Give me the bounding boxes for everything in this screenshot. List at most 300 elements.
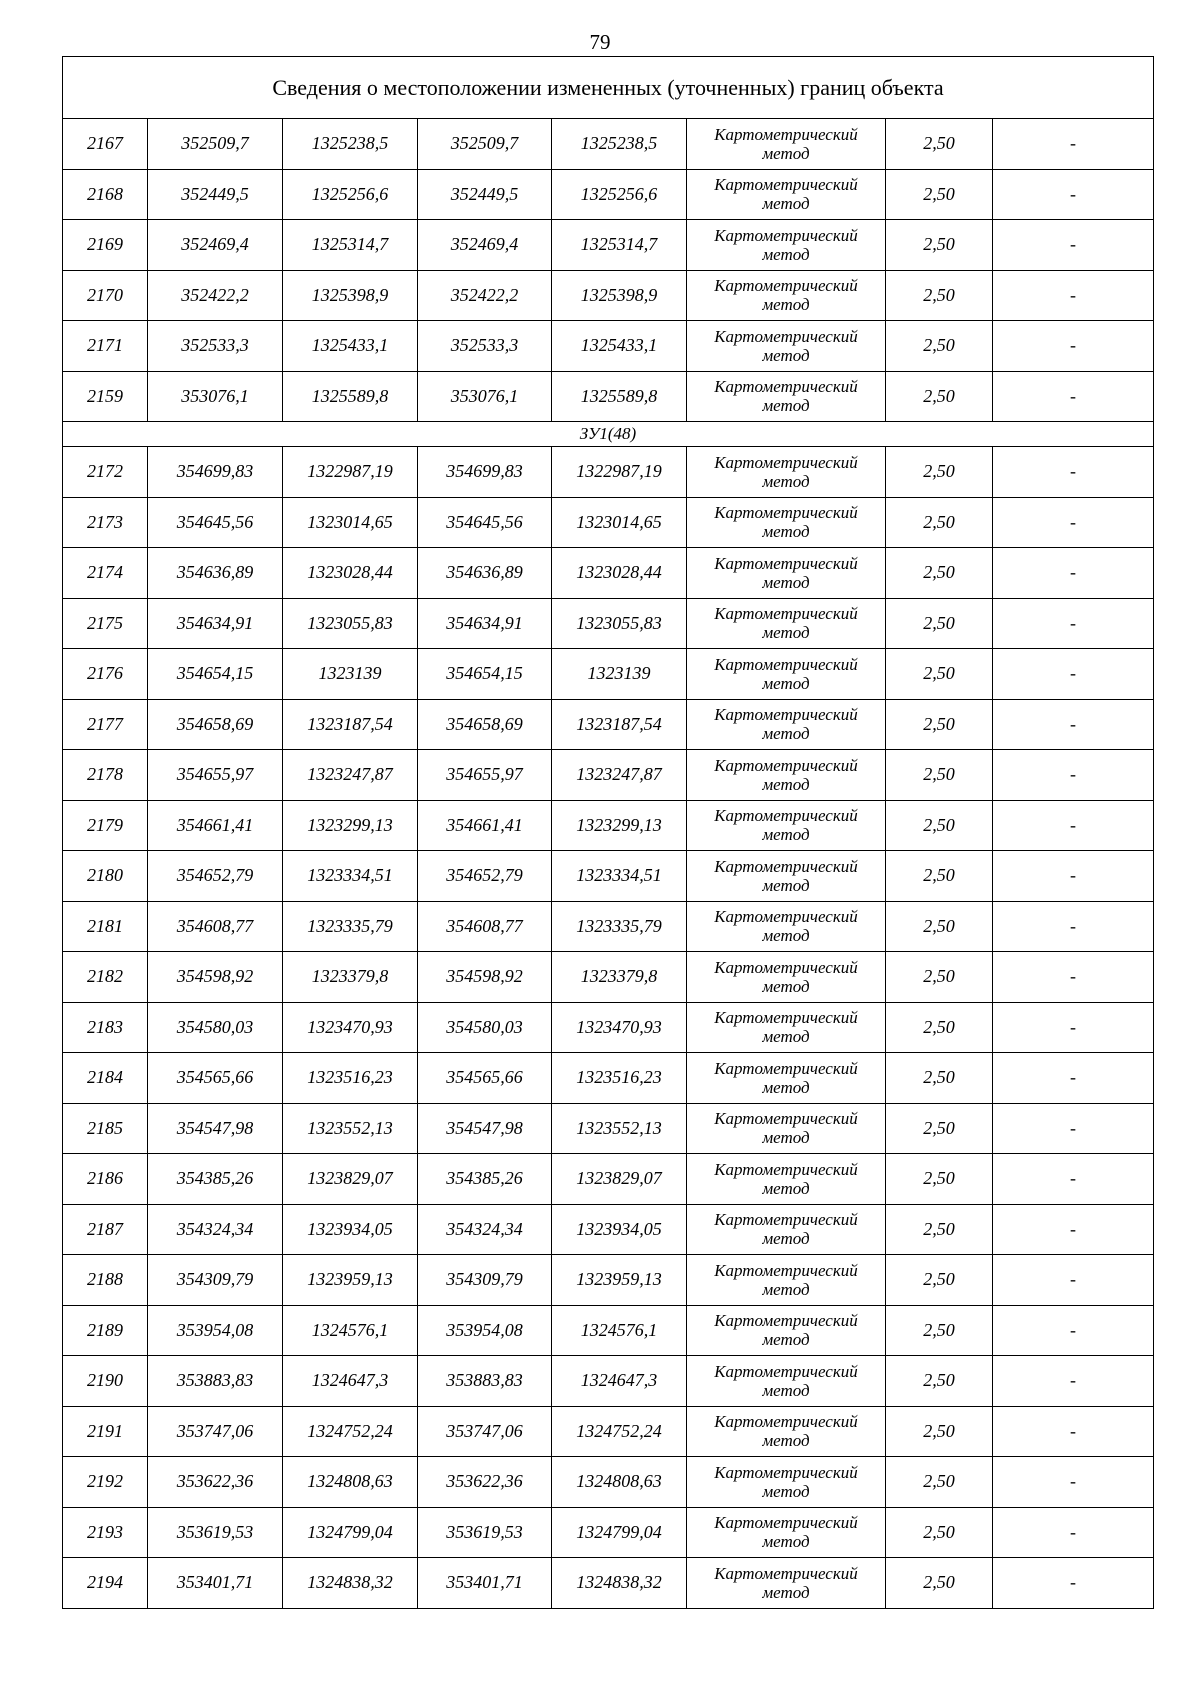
new-x-cell: 352533,3 xyxy=(418,321,552,372)
table-row xyxy=(63,270,1154,321)
new-y-cell: 1324799,04 xyxy=(552,1507,687,1558)
existing-x-cell: 354661,41 xyxy=(148,800,283,851)
new-x-cell: 352449,5 xyxy=(418,169,552,220)
method-line-2: метод xyxy=(762,1431,810,1451)
new-x-cell: 354636,89 xyxy=(418,548,552,599)
method-cell xyxy=(687,1103,886,1154)
method-cell xyxy=(687,800,886,851)
method-line-1: Картометрический xyxy=(714,1260,858,1280)
method-line-1: Картометрический xyxy=(714,553,858,573)
description-cell: - xyxy=(993,750,1154,801)
description-cell: - xyxy=(993,447,1154,498)
method-cell xyxy=(687,321,886,372)
method-line-2: метод xyxy=(762,1582,810,1602)
new-y-cell: 1323959,13 xyxy=(552,1255,687,1306)
new-y-cell: 1323470,93 xyxy=(552,1002,687,1053)
accuracy-cell: 2,50 xyxy=(886,447,993,498)
method-cell xyxy=(687,1053,886,1104)
method-line-2: метод xyxy=(762,1380,810,1400)
existing-x-cell: 354699,83 xyxy=(148,447,283,498)
existing-y-cell: 1323470,93 xyxy=(283,1002,418,1053)
existing-x-cell: 353747,06 xyxy=(148,1406,283,1457)
method-cell xyxy=(687,598,886,649)
section-label: ЗУ1(48) xyxy=(63,422,1154,447)
method-line-1: Картометрический xyxy=(714,755,858,775)
accuracy-cell: 2,50 xyxy=(886,497,993,548)
existing-y-cell: 1324647,3 xyxy=(283,1356,418,1407)
accuracy-cell: 2,50 xyxy=(886,1204,993,1255)
existing-x-cell: 354636,89 xyxy=(148,548,283,599)
existing-x-cell: 352533,3 xyxy=(148,321,283,372)
method-line-1: Картометрический xyxy=(714,907,858,927)
method-line-2: метод xyxy=(762,1128,810,1148)
method-line-2: метод xyxy=(762,1279,810,1299)
method-cell xyxy=(687,1507,886,1558)
new-x-cell: 354634,91 xyxy=(418,598,552,649)
description-cell: - xyxy=(993,548,1154,599)
new-y-cell: 1324808,63 xyxy=(552,1457,687,1508)
new-y-cell: 1325589,8 xyxy=(552,371,687,422)
accuracy-cell: 2,50 xyxy=(886,1406,993,1457)
existing-y-cell: 1323187,54 xyxy=(283,699,418,750)
description-cell: - xyxy=(993,699,1154,750)
accuracy-cell: 2,50 xyxy=(886,649,993,700)
existing-y-cell: 1324752,24 xyxy=(283,1406,418,1457)
description-cell: - xyxy=(993,800,1154,851)
method-line-1: Картометрический xyxy=(714,957,858,977)
new-x-cell: 354658,69 xyxy=(418,699,552,750)
method-line-1: Картометрический xyxy=(714,705,858,725)
point-number-cell: 2187 xyxy=(63,1204,148,1255)
existing-x-cell: 353622,36 xyxy=(148,1457,283,1508)
new-x-cell: 353747,06 xyxy=(418,1406,552,1457)
table-row xyxy=(63,952,1154,1003)
accuracy-cell: 2,50 xyxy=(886,1558,993,1609)
method-line-1: Картометрический xyxy=(714,806,858,826)
new-y-cell: 1325314,7 xyxy=(552,220,687,271)
accuracy-cell: 2,50 xyxy=(886,1356,993,1407)
description-cell: - xyxy=(993,371,1154,422)
point-number-cell: 2176 xyxy=(63,649,148,700)
description-cell: - xyxy=(993,598,1154,649)
method-line-2: метод xyxy=(762,572,810,592)
new-y-cell: 1323379,8 xyxy=(552,952,687,1003)
description-cell: - xyxy=(993,649,1154,700)
new-y-cell: 1325398,9 xyxy=(552,270,687,321)
section-row xyxy=(63,422,1154,447)
point-number-cell: 2191 xyxy=(63,1406,148,1457)
table-row xyxy=(63,1002,1154,1053)
existing-y-cell: 1323028,44 xyxy=(283,548,418,599)
point-number-cell: 2183 xyxy=(63,1002,148,1053)
existing-x-cell: 352469,4 xyxy=(148,220,283,271)
existing-y-cell: 1323379,8 xyxy=(283,952,418,1003)
existing-y-cell: 1323299,13 xyxy=(283,800,418,851)
method-line-2: метод xyxy=(762,345,810,365)
description-cell: - xyxy=(993,119,1154,170)
table-row xyxy=(63,699,1154,750)
point-number-cell: 2178 xyxy=(63,750,148,801)
method-line-1: Картометрический xyxy=(714,1513,858,1533)
method-line-1: Картометрический xyxy=(714,503,858,523)
method-line-1: Картометрический xyxy=(714,225,858,245)
method-line-1: Картометрический xyxy=(714,604,858,624)
point-number-cell: 2180 xyxy=(63,851,148,902)
method-cell xyxy=(687,447,886,498)
existing-y-cell: 1323552,13 xyxy=(283,1103,418,1154)
existing-x-cell: 353401,71 xyxy=(148,1558,283,1609)
accuracy-cell: 2,50 xyxy=(886,371,993,422)
method-cell xyxy=(687,169,886,220)
point-number-cell: 2179 xyxy=(63,800,148,851)
method-line-2: метод xyxy=(762,194,810,214)
existing-x-cell: 354547,98 xyxy=(148,1103,283,1154)
table-row xyxy=(63,1103,1154,1154)
description-cell: - xyxy=(993,901,1154,952)
accuracy-cell: 2,50 xyxy=(886,1103,993,1154)
table-row xyxy=(63,1255,1154,1306)
table-row xyxy=(63,901,1154,952)
description-cell: - xyxy=(993,1154,1154,1205)
point-number-cell: 2193 xyxy=(63,1507,148,1558)
point-number-cell: 2181 xyxy=(63,901,148,952)
table-row xyxy=(63,169,1154,220)
new-x-cell: 354547,98 xyxy=(418,1103,552,1154)
existing-x-cell: 354580,03 xyxy=(148,1002,283,1053)
point-number-cell: 2168 xyxy=(63,169,148,220)
existing-y-cell: 1325314,7 xyxy=(283,220,418,271)
table-row xyxy=(63,1053,1154,1104)
new-y-cell: 1323934,05 xyxy=(552,1204,687,1255)
table-row xyxy=(63,1558,1154,1609)
existing-y-cell: 1324808,63 xyxy=(283,1457,418,1508)
method-line-2: метод xyxy=(762,1027,810,1047)
new-y-cell: 1323334,51 xyxy=(552,851,687,902)
description-cell: - xyxy=(993,1255,1154,1306)
new-y-cell: 1325238,5 xyxy=(552,119,687,170)
table-row xyxy=(63,1305,1154,1356)
new-y-cell: 1323028,44 xyxy=(552,548,687,599)
accuracy-cell: 2,50 xyxy=(886,952,993,1003)
point-number-cell: 2186 xyxy=(63,1154,148,1205)
new-x-cell: 354661,41 xyxy=(418,800,552,851)
existing-y-cell: 1324799,04 xyxy=(283,1507,418,1558)
table-row xyxy=(63,497,1154,548)
new-y-cell: 1324838,32 xyxy=(552,1558,687,1609)
table-row xyxy=(63,447,1154,498)
existing-y-cell: 1324838,32 xyxy=(283,1558,418,1609)
new-x-cell: 353076,1 xyxy=(418,371,552,422)
accuracy-cell: 2,50 xyxy=(886,220,993,271)
method-cell xyxy=(687,952,886,1003)
accuracy-cell: 2,50 xyxy=(886,1255,993,1306)
new-y-cell: 1324752,24 xyxy=(552,1406,687,1457)
existing-x-cell: 353883,83 xyxy=(148,1356,283,1407)
accuracy-cell: 2,50 xyxy=(886,750,993,801)
method-line-1: Картометрический xyxy=(714,326,858,346)
point-number-cell: 2167 xyxy=(63,119,148,170)
description-cell: - xyxy=(993,220,1154,271)
table-row xyxy=(63,1457,1154,1508)
accuracy-cell: 2,50 xyxy=(886,169,993,220)
new-x-cell: 352509,7 xyxy=(418,119,552,170)
method-line-1: Картометрический xyxy=(714,1311,858,1331)
boundary-coordinates-table xyxy=(62,56,1154,1609)
method-line-2: метод xyxy=(762,1330,810,1350)
existing-y-cell: 1324576,1 xyxy=(283,1305,418,1356)
existing-x-cell: 354608,77 xyxy=(148,901,283,952)
method-line-1: Картометрический xyxy=(714,1462,858,1482)
table-row xyxy=(63,1356,1154,1407)
new-y-cell: 1323335,79 xyxy=(552,901,687,952)
method-cell xyxy=(687,548,886,599)
new-x-cell: 353622,36 xyxy=(418,1457,552,1508)
existing-x-cell: 354324,34 xyxy=(148,1204,283,1255)
method-cell xyxy=(687,750,886,801)
table-row xyxy=(63,548,1154,599)
method-cell xyxy=(687,1305,886,1356)
new-x-cell: 353401,71 xyxy=(418,1558,552,1609)
existing-y-cell: 1323247,87 xyxy=(283,750,418,801)
description-cell: - xyxy=(993,1558,1154,1609)
method-cell xyxy=(687,1204,886,1255)
method-cell xyxy=(687,1154,886,1205)
method-line-2: метод xyxy=(762,673,810,693)
method-line-2: метод xyxy=(762,1077,810,1097)
description-cell: - xyxy=(993,1204,1154,1255)
description-cell: - xyxy=(993,321,1154,372)
accuracy-cell: 2,50 xyxy=(886,1154,993,1205)
table-row xyxy=(63,371,1154,422)
existing-x-cell: 354655,97 xyxy=(148,750,283,801)
method-line-2: метод xyxy=(762,143,810,163)
method-line-1: Картометрический xyxy=(714,377,858,397)
existing-x-cell: 352509,7 xyxy=(148,119,283,170)
method-cell xyxy=(687,1558,886,1609)
table-title: Сведения о местоположении измененных (уточненных) границ объекта xyxy=(63,57,1154,119)
new-y-cell: 1323014,65 xyxy=(552,497,687,548)
point-number-cell: 2188 xyxy=(63,1255,148,1306)
point-number-cell: 2177 xyxy=(63,699,148,750)
method-line-2: метод xyxy=(762,875,810,895)
existing-x-cell: 353619,53 xyxy=(148,1507,283,1558)
method-line-2: метод xyxy=(762,522,810,542)
description-cell: - xyxy=(993,1457,1154,1508)
description-cell: - xyxy=(993,1103,1154,1154)
method-line-2: метод xyxy=(762,1532,810,1552)
existing-y-cell: 1325433,1 xyxy=(283,321,418,372)
new-x-cell: 354598,92 xyxy=(418,952,552,1003)
point-number-cell: 2184 xyxy=(63,1053,148,1104)
new-x-cell: 352469,4 xyxy=(418,220,552,271)
existing-x-cell: 354652,79 xyxy=(148,851,283,902)
new-x-cell: 354608,77 xyxy=(418,901,552,952)
accuracy-cell: 2,50 xyxy=(886,598,993,649)
table-row xyxy=(63,1204,1154,1255)
new-x-cell: 353883,83 xyxy=(418,1356,552,1407)
description-cell: - xyxy=(993,1305,1154,1356)
existing-y-cell: 1323334,51 xyxy=(283,851,418,902)
new-x-cell: 354324,34 xyxy=(418,1204,552,1255)
new-x-cell: 352422,2 xyxy=(418,270,552,321)
table-row xyxy=(63,851,1154,902)
method-line-1: Картометрический xyxy=(714,1361,858,1381)
point-number-cell: 2185 xyxy=(63,1103,148,1154)
method-line-1: Картометрический xyxy=(714,654,858,674)
method-line-2: метод xyxy=(762,1481,810,1501)
description-cell: - xyxy=(993,497,1154,548)
existing-x-cell: 354634,91 xyxy=(148,598,283,649)
method-cell xyxy=(687,270,886,321)
existing-x-cell: 354658,69 xyxy=(148,699,283,750)
description-cell: - xyxy=(993,851,1154,902)
method-line-2: метод xyxy=(762,825,810,845)
method-line-2: метод xyxy=(762,623,810,643)
existing-x-cell: 352449,5 xyxy=(148,169,283,220)
accuracy-cell: 2,50 xyxy=(886,548,993,599)
existing-y-cell: 1323934,05 xyxy=(283,1204,418,1255)
existing-y-cell: 1323014,65 xyxy=(283,497,418,548)
method-cell xyxy=(687,1255,886,1306)
new-y-cell: 1324576,1 xyxy=(552,1305,687,1356)
accuracy-cell: 2,50 xyxy=(886,800,993,851)
point-number-cell: 2194 xyxy=(63,1558,148,1609)
new-x-cell: 354655,97 xyxy=(418,750,552,801)
new-y-cell: 1323187,54 xyxy=(552,699,687,750)
existing-x-cell: 354598,92 xyxy=(148,952,283,1003)
new-x-cell: 354565,66 xyxy=(418,1053,552,1104)
new-x-cell: 353619,53 xyxy=(418,1507,552,1558)
description-cell: - xyxy=(993,169,1154,220)
method-cell xyxy=(687,1356,886,1407)
existing-y-cell: 1323335,79 xyxy=(283,901,418,952)
method-cell xyxy=(687,851,886,902)
existing-x-cell: 354309,79 xyxy=(148,1255,283,1306)
accuracy-cell: 2,50 xyxy=(886,901,993,952)
table-row xyxy=(63,598,1154,649)
existing-y-cell: 1322987,19 xyxy=(283,447,418,498)
description-cell: - xyxy=(993,1356,1154,1407)
method-cell xyxy=(687,1406,886,1457)
new-y-cell: 1325433,1 xyxy=(552,321,687,372)
existing-x-cell: 353954,08 xyxy=(148,1305,283,1356)
method-line-2: метод xyxy=(762,1229,810,1249)
method-line-1: Картометрический xyxy=(714,1210,858,1230)
method-line-1: Картометрический xyxy=(714,1159,858,1179)
method-cell xyxy=(687,649,886,700)
existing-y-cell: 1323516,23 xyxy=(283,1053,418,1104)
new-x-cell: 354699,83 xyxy=(418,447,552,498)
accuracy-cell: 2,50 xyxy=(886,1457,993,1508)
description-cell: - xyxy=(993,1002,1154,1053)
existing-x-cell: 354654,15 xyxy=(148,649,283,700)
new-y-cell: 1323299,13 xyxy=(552,800,687,851)
existing-x-cell: 352422,2 xyxy=(148,270,283,321)
method-cell xyxy=(687,1457,886,1508)
point-number-cell: 2171 xyxy=(63,321,148,372)
point-number-cell: 2190 xyxy=(63,1356,148,1407)
point-number-cell: 2189 xyxy=(63,1305,148,1356)
method-line-1: Картометрический xyxy=(714,175,858,195)
description-cell: - xyxy=(993,952,1154,1003)
existing-y-cell: 1325256,6 xyxy=(283,169,418,220)
table-row xyxy=(63,321,1154,372)
table-body xyxy=(63,57,1154,1609)
accuracy-cell: 2,50 xyxy=(886,699,993,750)
new-y-cell: 1323552,13 xyxy=(552,1103,687,1154)
existing-y-cell: 1325238,5 xyxy=(283,119,418,170)
method-cell xyxy=(687,1002,886,1053)
table-row xyxy=(63,649,1154,700)
method-line-1: Картометрический xyxy=(714,452,858,472)
existing-y-cell: 1323055,83 xyxy=(283,598,418,649)
page-number: 79 xyxy=(589,30,611,54)
accuracy-cell: 2,50 xyxy=(886,270,993,321)
method-line-2: метод xyxy=(762,976,810,996)
existing-x-cell: 354565,66 xyxy=(148,1053,283,1104)
method-line-1: Картометрический xyxy=(714,124,858,144)
point-number-cell: 2175 xyxy=(63,598,148,649)
method-cell xyxy=(687,901,886,952)
method-line-2: метод xyxy=(762,1178,810,1198)
new-y-cell: 1323055,83 xyxy=(552,598,687,649)
accuracy-cell: 2,50 xyxy=(886,119,993,170)
table-row xyxy=(63,750,1154,801)
point-number-cell: 2169 xyxy=(63,220,148,271)
existing-y-cell: 1323139 xyxy=(283,649,418,700)
method-line-1: Картометрический xyxy=(714,1563,858,1583)
table-row xyxy=(63,119,1154,170)
method-line-2: метод xyxy=(762,295,810,315)
table-row xyxy=(63,1154,1154,1205)
new-y-cell: 1322987,19 xyxy=(552,447,687,498)
new-x-cell: 354645,56 xyxy=(418,497,552,548)
accuracy-cell: 2,50 xyxy=(886,851,993,902)
point-number-cell: 2182 xyxy=(63,952,148,1003)
point-number-cell: 2172 xyxy=(63,447,148,498)
method-cell xyxy=(687,371,886,422)
new-y-cell: 1323516,23 xyxy=(552,1053,687,1104)
new-x-cell: 353954,08 xyxy=(418,1305,552,1356)
method-line-2: метод xyxy=(762,724,810,744)
method-line-2: метод xyxy=(762,471,810,491)
new-x-cell: 354654,15 xyxy=(418,649,552,700)
table-row xyxy=(63,800,1154,851)
new-x-cell: 354309,79 xyxy=(418,1255,552,1306)
existing-y-cell: 1323959,13 xyxy=(283,1255,418,1306)
description-cell: - xyxy=(993,1507,1154,1558)
table-row xyxy=(63,1507,1154,1558)
accuracy-cell: 2,50 xyxy=(886,1507,993,1558)
method-line-2: метод xyxy=(762,396,810,416)
point-number-cell: 2192 xyxy=(63,1457,148,1508)
existing-y-cell: 1323829,07 xyxy=(283,1154,418,1205)
method-line-1: Картометрический xyxy=(714,1058,858,1078)
method-cell xyxy=(687,497,886,548)
method-line-1: Картометрический xyxy=(714,1008,858,1028)
new-x-cell: 354580,03 xyxy=(418,1002,552,1053)
point-number-cell: 2159 xyxy=(63,371,148,422)
method-line-2: метод xyxy=(762,774,810,794)
point-number-cell: 2173 xyxy=(63,497,148,548)
method-line-2: метод xyxy=(762,244,810,264)
new-y-cell: 1323247,87 xyxy=(552,750,687,801)
accuracy-cell: 2,50 xyxy=(886,1305,993,1356)
method-line-1: Картометрический xyxy=(714,1412,858,1432)
new-y-cell: 1325256,6 xyxy=(552,169,687,220)
accuracy-cell: 2,50 xyxy=(886,321,993,372)
accuracy-cell: 2,50 xyxy=(886,1053,993,1104)
